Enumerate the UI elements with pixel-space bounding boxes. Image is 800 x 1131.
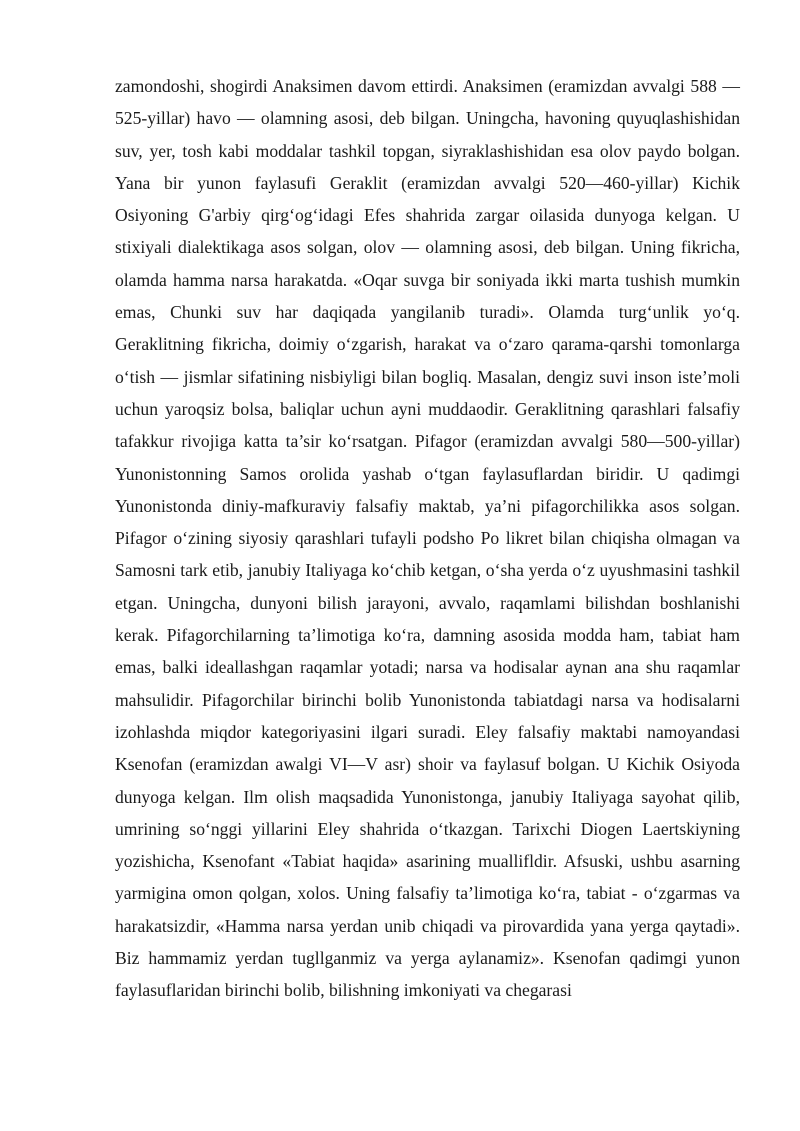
body-paragraph: zamondoshi, shogirdi Anaksimen davom ettirdi. Anaksimen (eramizdan avvalgi 588 —525-yillar) havo — olamning asosi, deb bilgan. Uningcha, havoning quyuqlashishidan suv, yer, tosh kabi moddalar tashkil topgan, siyraklashishidan esa olov paydo bolgan. Yana bir yunon faylasufi Geraklit (eramizdan avvalgi 520—460-yillar) Kichik Osiyoning G'arbiy qirg‘og‘idagi Efes shahrida zargar oilasida dunyoga kelgan. U stixiyali dialektikaga asos solgan, olov — olamning asosi, deb bilgan. Uning fikricha, olamda hamma narsa harakatda. «Oqar suvga bir soniyada ikki marta tushish mumkin emas, Chunki suv har daqiqada yangilanib turadi». Olamda turg‘unlik yo‘q. Geraklitning fikricha, doimiy o‘zgarish, harakat va o‘zaro qarama-qarshi tomonlarga o‘tish — jismlar sifatining nisbiyligi bilan bogliq. Masalan, dengiz suvi inson iste’moli uchun yaroqsiz bolsa, baliqlar uchun ayni muddaodir. Geraklitning qarashlari falsafiy tafakkur rivojiga katta ta’sir ko‘rsatgan. Pifagor (eramizdan avvalgi 580—500-yillar) Yunonistonning Samos orolida yashab o‘tgan faylasuflardan biridir. U qadimgi Yunonistonda diniy-mafkuraviy falsafiy maktab, ya’ni pifagorchilikka asos solgan. Pifagor o‘zining siyosiy qarashlari tufayli podsho Po likret bilan chiqisha olmagan va Samosni tark etib, janubiy Italiyaga ko‘chib ketgan, o‘sha yerda o‘z uyushmasini tashkil etgan. Uningcha, dunyoni bilish jarayoni, avvalo, raqamlami bilishdan boshlanishi kerak. Pifagorchilarning ta’limotiga ko‘ra, damning asosida modda ham, tabiat ham emas, balki ideallashgan raqamlar yotadi; narsa va hodisalar aynan ana shu raqamlar mahsulidir. Pifagorchilar birinchi bolib Yunonistonda tabiatdagi narsa va hodisalarni izohlashda miqdor kategoriyasini ilgari suradi. Eley falsafiy maktabi namoyandasi Ksenofan (eramizdan awalgi VI—V asr) shoir va faylasuf bolgan. U Kichik Osiyoda dunyoga kelgan. Ilm olish maqsadida Yunonistonga, janubiy Italiyaga sayohat qilib, umrining so‘nggi yillarini Eley shahrida o‘tkazgan. Tarixchi Diogen Laertskiyning yozishicha, Ksenofant «Tabiat haqida» asarining muallifldir. Afsuski, ushbu asarning yarmigina omon qolgan, xolos. Uning falsafiy ta’limotiga ko‘ra, tabiat - o‘zgarmas va harakatsizdir, «Hamma narsa yerdan unib chiqadi va pirovardida yana yerga qaytadi». Biz hammamiz yerdan tugllganmiz va yerga aylanamiz». Ksenofan qadimgi yunon faylasuflaridan birinchi bolib, bilishning imkoniyati va chegarasi [115,76,740,1001]
